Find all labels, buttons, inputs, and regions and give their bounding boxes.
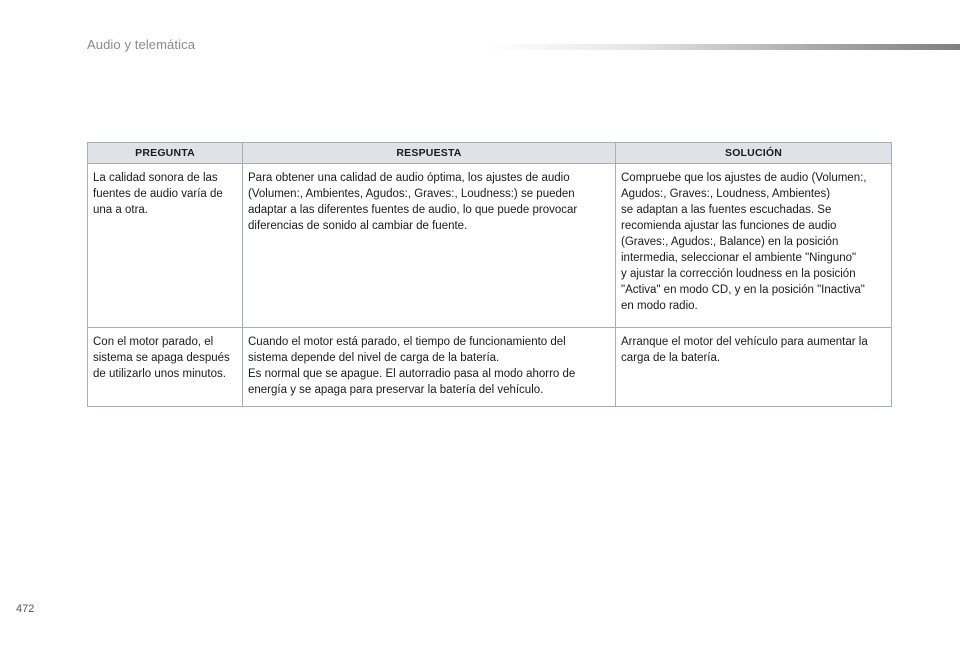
column-header-solucion: SOLUCIÓN xyxy=(616,143,892,164)
faq-table xyxy=(87,142,892,407)
table-header-row xyxy=(88,143,892,164)
page-number: 472 xyxy=(16,603,35,615)
section-title: Audio y telemática xyxy=(87,37,196,52)
header-gradient-bar xyxy=(488,44,960,50)
cell-respuesta: Para obtener una calidad de audio óptima, los ajustes de audio (Volumen:, Ambientes, Agudos:, Graves:, Loudness:) se pueden adaptar a las diferentes fuentes de audio, lo que puede provocar diferencias de sonido al cambiar de fuente. xyxy=(243,164,616,328)
cell-pregunta: Con el motor parado, el sistema se apaga después de utilizarlo unos minutos. xyxy=(88,328,243,407)
table-row xyxy=(88,328,892,407)
table-row xyxy=(88,164,892,328)
cell-pregunta: La calidad sonora de las fuentes de audio varía de una a otra. xyxy=(88,164,243,328)
column-header-respuesta: RESPUESTA xyxy=(243,143,616,164)
cell-respuesta: Cuando el motor está parado, el tiempo de funcionamiento del sistema depende del nivel de carga de la batería. Es normal que se apague. El autorradio pasa al modo ahorro de energía y se apaga para preservar la batería del vehículo. xyxy=(243,328,616,407)
cell-solucion: Compruebe que los ajustes de audio (Volumen:, Agudos:, Graves:, Loudness, Ambientes) se adaptan a las fuentes escuchadas. Se recomienda ajustar las funciones de audio (Graves:, Agudos:, Balance) en la posición intermedia, seleccionar el ambiente "Ninguno" y ajustar la corrección loudness en la posición "Activa" en modo CD, y en la posición "Inactiva" en modo radio. xyxy=(616,164,892,328)
cell-solucion: Arranque el motor del vehículo para aumentar la carga de la batería. xyxy=(616,328,892,407)
column-header-pregunta: PREGUNTA xyxy=(88,143,243,164)
